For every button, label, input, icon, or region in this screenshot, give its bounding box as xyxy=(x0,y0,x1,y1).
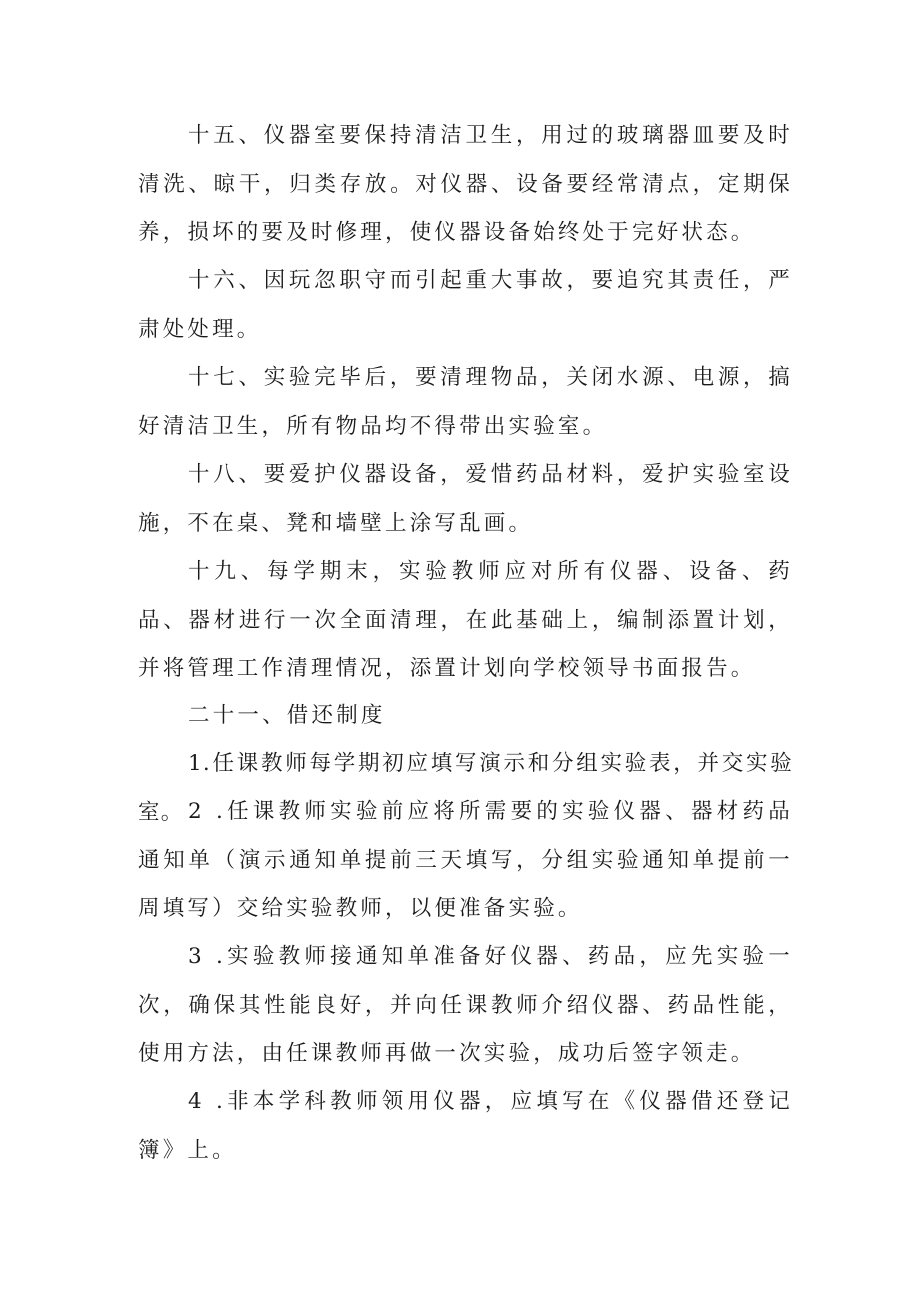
rule-item-1: 1.任课教师每学期初应填写演示和分组实验表，并交实验室。 xyxy=(138,751,793,825)
rule-item-3: 3 .实验教师接通知单准备好仪器、药品，应先实验一次，确保其性能良好，并向任课教师介绍仪器、药品性能，使用方法，由任课教师再做一次实验，成功后签字领走。 xyxy=(138,944,793,1066)
paragraph-item-16: 十六、因玩忽职守而引起重大事故，要追究其责任，严肃处处理。 xyxy=(138,268,793,342)
rule-item-2: 2 .任课教师实验前应将所需要的实验仪器、器材药品通知单（演示通知单提前三天填写，分组实验通知单提前一周填写）交给实验教师，以便准备实验。 xyxy=(138,799,793,921)
paragraph-item-17: 十七、实验完毕后，要清理物品，关闭水源、电源，搞好清洁卫生，所有物品均不得带出实验室。 xyxy=(138,365,793,439)
paragraph-item-19: 十九、每学期末，实验教师应对所有仪器、设备、药品、器材进行一次全面清理，在此基础上，编制添置计划，并将管理工作清理情况，添置计划向学校领导书面报告。 xyxy=(138,559,793,681)
paragraph-item-15: 十五、仪器室要保持清洁卫生，用过的玻璃器皿要及时清洗、晾干，归类存放。对仪器、设备要经常清点，定期保养，损坏的要及时修理，使仪器设备始终处于完好状态。 xyxy=(138,123,793,245)
section-heading-borrow-return: 二十一、借还制度 xyxy=(188,703,386,728)
paragraph-item-18: 十八、要爱护仪器设备，爱惜药品材料，爱护实验室设施，不在桌、凳和墙壁上涂写乱画。 xyxy=(138,462,793,536)
rule-item-4: 4 .非本学科教师领用仪器，应填写在《仪器借还登记簿》上。 xyxy=(138,1089,793,1163)
